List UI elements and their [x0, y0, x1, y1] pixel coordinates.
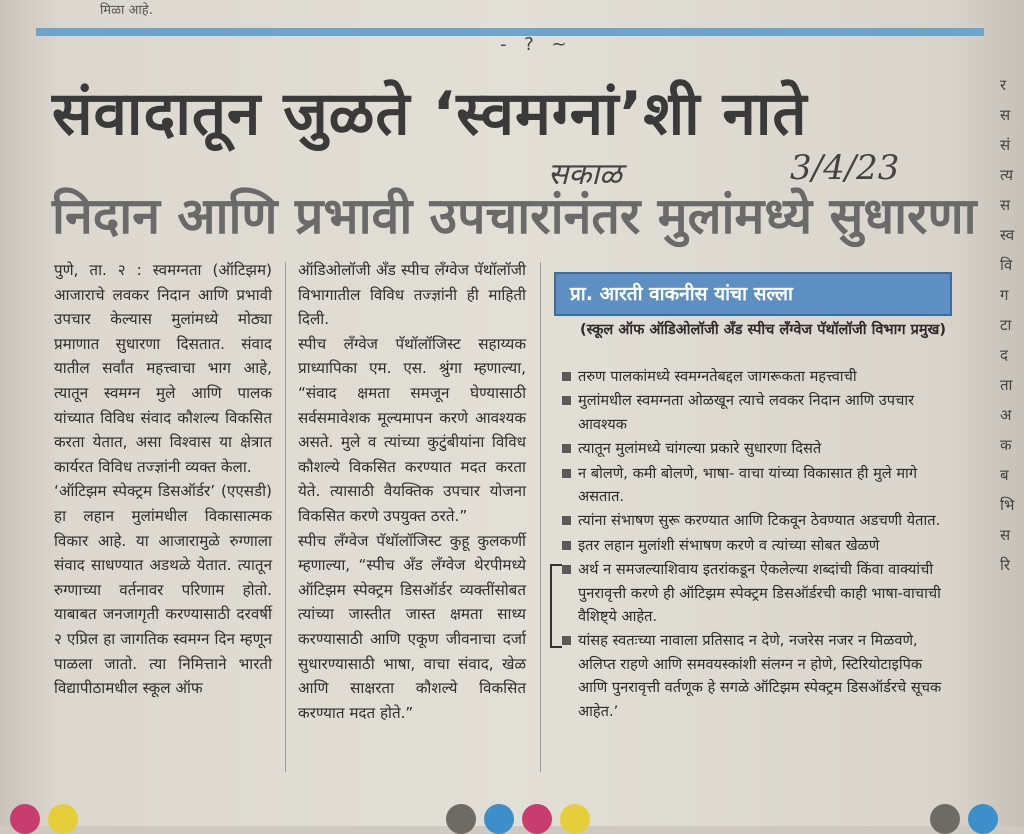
square-bullet-icon: [562, 396, 571, 405]
advice-box-title: [554, 272, 952, 316]
yellow-dot: [48, 804, 78, 834]
square-bullet-icon: [562, 636, 571, 645]
square-bullet-icon: [562, 541, 571, 550]
subheadline: निदान आणि प्रभावी उपचारांनंतर मुलांमध्ये सुधारणा: [52, 187, 977, 245]
square-bullet-icon: [562, 444, 571, 453]
list-item: त्यातून मुलांमध्ये चांगल्या प्रकारे सुधारणा दिसते: [562, 437, 942, 460]
handwritten-paper-name: सकाळ: [548, 157, 622, 192]
paragraph: पुणे, ता. २ : स्वमग्नता (ऑटिझम) आजाराचे लवकर निदान आणि प्रभावी उपचार केल्यास मुलांमध्ये मोठ्या प्रमाणात सुधारणा दिसतात. संवाद यातील सर्वांत महत्त्वाचा भाग आहे, त्यातून स्वमग्न मुले आणि पालक यांच्यात विविध संवाद कौशल्य विकसित करता येतात, असा विश्वास या क्षेत्रात कार्यरत विविध तज्ज्ञांनी व्यक्त केला.: [54, 261, 272, 476]
list-item: मुलांमधील स्वमग्नता ओळखून त्याचे लवकर निदान आणि उपचार आवश्यक: [562, 389, 942, 436]
column-divider: [540, 262, 541, 772]
paragraph: ऑडिओलॉजी अँड स्पीच लँग्वेज पॅथॉलॉजी विभागातील विविध तज्ज्ञांनी ही माहिती दिली.: [298, 261, 526, 329]
advice-author-role: (स्कूल ऑफ ऑडिओलॉजी अँड स्पीच लँग्वेज पॅथॉलॉजी विभाग प्रमुख): [579, 322, 946, 338]
grey-dot: [930, 804, 960, 834]
yellow-dot: [560, 804, 590, 834]
list-item: इतर लहान मुलांशी संभाषण करणे व त्यांच्या सोबत खेळणे: [562, 534, 942, 557]
cyan-dot: [968, 804, 998, 834]
advice-list: [562, 365, 942, 724]
adjacent-column-fragment: र स सं त्य स स्व वि ग टा द ता अ क ब भि स रि: [1000, 76, 1015, 574]
scribble: - ? ~: [500, 34, 573, 55]
paragraph: स्पीच लँग्वेज पॅथॉलॉजिस्ट सहाय्यक प्राध्यापिका एम. एस. श्रुंगा म्हणाल्या, “संवाद क्षमता समजून घेण्यासाठी सर्वसमावेशक मूल्यमापन करणे आवश्यक असते. मुले व त्यांच्या कुटुंबीयांना विविध कौशल्ये विकसित करण्यात मदत करता येते. त्यासाठी वैयक्तिक उपचार योजना विकसित करणे उपयुक्त ठरते.”: [298, 334, 526, 525]
paragraph: ‘ऑटिझम स्पेक्ट्रम डिसऑर्डर’ (एएसडी) हा लहान मुलांमधील विकासात्मक विकार आहे. या आजारामुळे रुग्णाला संवाद साधण्यात अडथळे येतात. त्यातून रुग्णाच्या वर्तनावर परिणाम होतो. याबाबत जनजागृती करण्यासाठी दरवर्षी २ एप्रिल हा जागतिक स्वमग्न दिन म्हणून पाळला जातो. त्या निमित्ताने भारती विद्यापीठामधील स्कूल ऑफ: [54, 482, 272, 698]
cyan-dot: [484, 804, 514, 834]
paragraph: स्पीच लँग्वेज पॅथॉलॉजिस्ट कुहू कुलकर्णी म्हणाल्या, “स्पीच अँड लँग्वेज थेरपीमध्ये ऑटिझम स्पेक्ट्रम डिसऑर्डर व्यक्तींसोबत त्यांच्या जास्तीत जास्त क्षमता साध्य करण्यासाठी आणि एकूण जीवनाचा दर्जा सुधारण्यासाठी भाषा, वाचा संवाद, खेळ आणि साक्षरता कौशल्ये विकसित करण्यात मदत होते.”: [298, 531, 526, 722]
headline: संवादातून जुळते ‘स्वमग्नां’शी नाते: [52, 79, 808, 149]
list-item: न बोलणे, कमी बोलणे, भाषा- वाचा यांच्या विकासात ही मुले मागे असतात.: [562, 462, 942, 509]
square-bullet-icon: [562, 565, 571, 574]
square-bullet-icon: [562, 516, 571, 525]
list-item: अर्थ न समजल्याशिवाय इतरांकडून ऐकलेल्या शब्दांची किंवा वाक्यांची पुनरावृत्ती करणे ही ऑटिझम स्पेक्ट्रम डिसऑर्डरची काही भाषा-वाचाची वैशिष्ट्ये आहेत.: [562, 558, 942, 628]
print-registration-dots: [0, 800, 1024, 826]
pen-bracket-mark: [550, 564, 562, 648]
advice-box-title-text: प्रा. आरती वाकनीस यांचा सल्ला: [570, 283, 793, 305]
grey-dot: [446, 804, 476, 834]
list-item: त्यांना संभाषण सुरू करण्यात आणि टिकवून ठेवण्यात अडचणी येतात.: [562, 509, 942, 532]
list-item: तरुण पालकांमध्ये स्वमग्नतेबद्दल जागरूकता महत्त्वाची: [562, 365, 942, 388]
article-column-1: [54, 258, 272, 701]
square-bullet-icon: [562, 469, 571, 478]
magenta-dot: [522, 804, 552, 834]
magenta-dot: [10, 804, 40, 834]
square-bullet-icon: [562, 372, 571, 381]
top-snippet: मिळा आहे.: [100, 3, 153, 18]
column-divider: [285, 262, 286, 772]
list-item: यांसह स्वतःच्या नावाला प्रतिसाद न देणे, नजरेस नजर न मिळवणे, अलिप्त राहणे आणि समवयस्कांशी संलग्न न होणे, स्टिरियोटाइपिक आणि पुनरावृत्ती वर्तणूक हे सगळे ऑटिझम स्पेक्ट्रम डिसऑर्डरचे सूचक आहेत.’: [562, 629, 942, 723]
handwritten-date: 3/4/23: [790, 148, 900, 188]
article-column-2: [298, 258, 526, 725]
